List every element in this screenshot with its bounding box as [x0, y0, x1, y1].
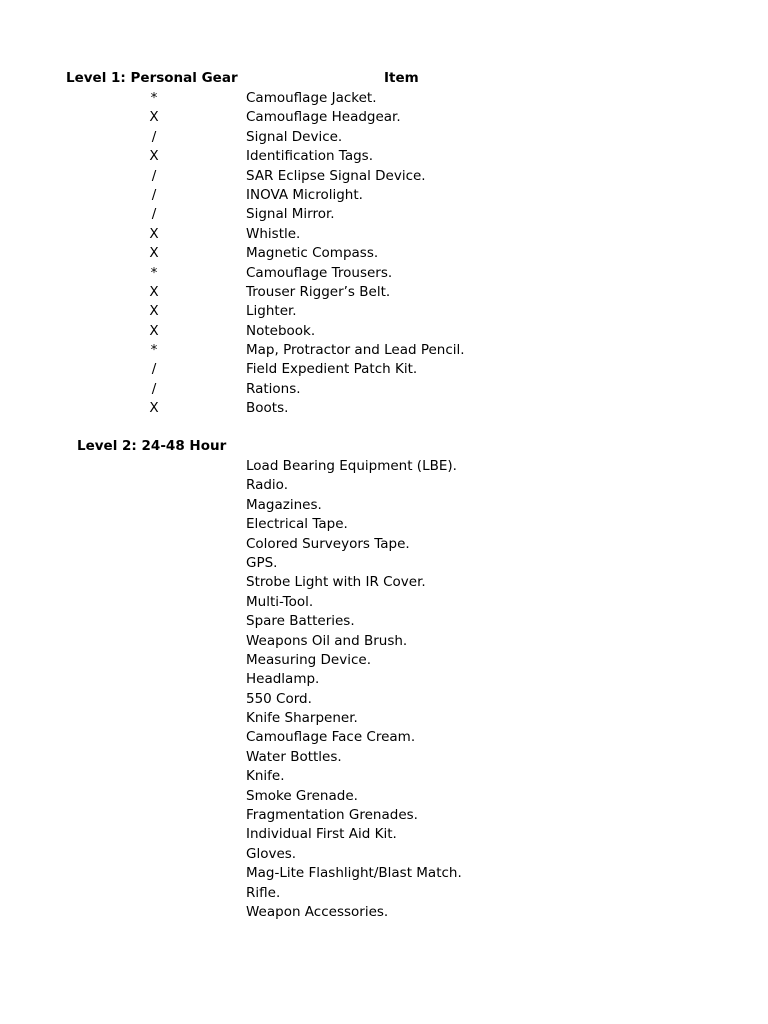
item-label: GPS. [246, 554, 278, 571]
list-item [0, 244, 768, 263]
list-item [0, 767, 768, 786]
list-item [0, 593, 768, 612]
list-item [0, 476, 768, 495]
list-item [0, 515, 768, 534]
list-item [0, 302, 768, 321]
list-item [0, 651, 768, 670]
item-label: Colored Surveyors Tape. [246, 535, 410, 552]
item-label: Rations. [246, 380, 301, 397]
item-label: Signal Device. [246, 128, 343, 145]
list-item [0, 787, 768, 806]
item-label: Lighter. [246, 303, 297, 320]
level2-list [0, 457, 768, 922]
item-label: Signal Mirror. [246, 206, 335, 223]
status-mark: / [151, 128, 157, 145]
item-label: Map, Protractor and Lead Pencil. [246, 342, 465, 359]
status-mark: * [150, 342, 158, 359]
list-item [0, 167, 768, 186]
item-label: Strobe Light with IR Cover. [246, 574, 426, 591]
item-label: Load Bearing Equipment (LBE). [246, 458, 457, 474]
item-label: Headlamp. [246, 671, 320, 688]
item-label: Identification Tags. [246, 148, 373, 165]
list-item [0, 728, 768, 747]
item-column-heading: Item [384, 70, 419, 86]
list-item [0, 709, 768, 728]
list-item [0, 845, 768, 864]
item-label: Magazines. [246, 496, 322, 513]
list-item [0, 554, 768, 573]
list-item [0, 225, 768, 244]
list-item [0, 205, 768, 224]
list-item [0, 612, 768, 631]
item-label: Whistle. [246, 225, 301, 242]
item-label: Individual First Aid Kit. [246, 826, 397, 843]
status-mark: / [151, 167, 157, 184]
status-mark: X [149, 245, 159, 262]
level2-heading: Level 2: 24-48 Hour [77, 438, 227, 454]
status-mark: / [151, 186, 157, 203]
item-label: Knife. [246, 768, 285, 785]
status-mark: X [149, 225, 159, 242]
item-label: Spare Batteries. [246, 613, 355, 630]
item-label: Trouser Rigger’s Belt. [246, 283, 391, 300]
item-label: Boots. [246, 400, 289, 417]
item-label: Mag-Lite Flashlight/Blast Match. [246, 865, 462, 882]
list-item [0, 186, 768, 205]
list-item [0, 535, 768, 554]
list-item [0, 632, 768, 651]
item-label: Camouflage Trousers. [246, 264, 393, 281]
item-label: Radio. [246, 477, 288, 494]
list-item [0, 380, 768, 399]
list-item [0, 457, 768, 476]
list-item [0, 360, 768, 379]
list-item [0, 884, 768, 903]
item-label: Camouflage Jacket. [246, 90, 377, 106]
status-mark: / [151, 380, 157, 397]
item-label: Magnetic Compass. [246, 245, 379, 262]
status-mark: / [151, 361, 157, 378]
item-label: Gloves. [246, 845, 297, 862]
item-label: Rifle. [246, 884, 281, 901]
list-item [0, 147, 768, 166]
item-label: 550 Cord. [246, 690, 312, 707]
list-item [0, 748, 768, 767]
list-item [0, 128, 768, 147]
list-item [0, 264, 768, 283]
item-label: Fragmentation Grenades. [246, 807, 418, 824]
list-item [0, 496, 768, 515]
item-label: Camouflage Headgear. [246, 109, 401, 126]
item-label: Weapon Accessories. [246, 903, 389, 920]
status-mark: X [149, 148, 159, 165]
status-mark: * [150, 90, 158, 106]
list-item [0, 89, 768, 108]
list-item [0, 806, 768, 825]
list-item [0, 108, 768, 127]
list-item [0, 322, 768, 341]
list-item [0, 283, 768, 302]
item-label: SAR Eclipse Signal Device. [246, 167, 426, 184]
item-label: Measuring Device. [246, 651, 371, 668]
item-label: Camouflage Face Cream. [246, 729, 416, 746]
level1-list [0, 89, 768, 419]
status-mark: X [149, 400, 159, 417]
item-label: Water Bottles. [246, 748, 342, 765]
list-item [0, 341, 768, 360]
list-item [0, 825, 768, 844]
list-item [0, 690, 768, 709]
item-label: Notebook. [246, 322, 316, 339]
list-item [0, 670, 768, 689]
level1-heading: Level 1: Personal Gear [66, 70, 238, 86]
item-label: Weapons Oil and Brush. [246, 632, 408, 649]
status-mark: / [151, 206, 157, 223]
item-label: Multi-Tool. [246, 593, 314, 610]
item-label: Knife Sharpener. [246, 710, 358, 727]
status-mark: X [149, 303, 159, 320]
status-mark: * [150, 264, 158, 281]
status-mark: X [149, 322, 159, 339]
list-item [0, 573, 768, 592]
item-label: Field Expedient Patch Kit. [246, 361, 418, 378]
item-label: Smoke Grenade. [246, 787, 358, 804]
list-item [0, 864, 768, 883]
list-item [0, 903, 768, 922]
item-label: INOVA Microlight. [246, 186, 363, 203]
list-item [0, 399, 768, 418]
status-mark: X [149, 109, 159, 126]
item-label: Electrical Tape. [246, 516, 348, 533]
status-mark: X [149, 283, 159, 300]
